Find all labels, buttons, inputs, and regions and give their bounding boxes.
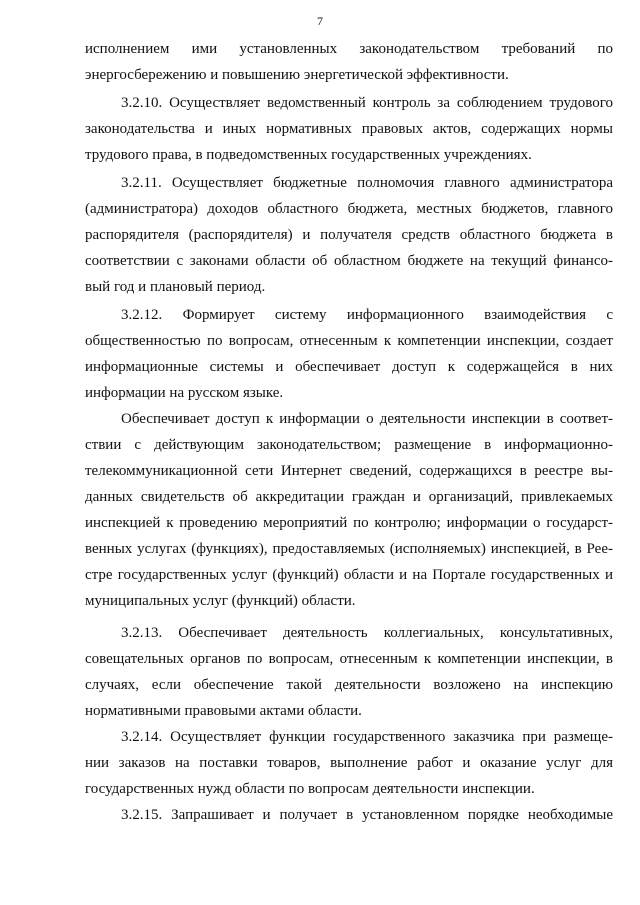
- paragraph-line: нии заказов на поставки товаров, выполнение работ и оказание услуг для: [85, 755, 613, 771]
- paragraph-line: данных свидетельств об аккредитации граждан и организаций, привлекаемых: [85, 489, 613, 505]
- paragraph-line: случаях, если обеспечение такой деятельности возложено на инспекцию: [85, 677, 613, 693]
- paragraph-line: информации на русском языке.: [85, 385, 284, 401]
- paragraph-access-info: [85, 406, 613, 614]
- paragraph-line: вый год и плановый период.: [85, 279, 266, 295]
- paragraph-line: совещательных органов по вопросам, отнесенным к компетенции инспекции, в: [85, 651, 613, 667]
- paragraph-line: 3.2.13. Обеспечивает деятельность коллегиальных, консультативных,: [121, 625, 613, 641]
- paragraph-line: трудового права, в подведомственных государственных учреждениях.: [85, 147, 532, 163]
- paragraph-line: 3.2.15. Запрашивает и получает в установленном порядке необходимые: [121, 807, 613, 823]
- page-number: 7: [317, 14, 323, 28]
- paragraph-line: стре государственных услуг (функций) области и на Портале государственных и: [85, 567, 613, 583]
- paragraph-3-2-15: [85, 802, 613, 828]
- paragraph-line: 3.2.12. Формирует систему информационного взаимодействия с: [121, 307, 613, 323]
- paragraph-line: Обеспечивает доступ к информации о деятельности инспекции в соответ-: [121, 411, 613, 427]
- paragraph-line: муниципальных услуг (функций) области.: [85, 593, 356, 609]
- paragraph-line: информационные системы и обеспечивает доступ к содержащейся в них: [85, 359, 613, 375]
- paragraph-line: законодательства и иных нормативных правовых актов, содержащих нормы: [85, 121, 613, 137]
- paragraph-line: распорядителя (распорядителя) и получателя средств областного бюджета в: [85, 227, 613, 243]
- paragraph-line: 3.2.10. Осуществляет ведомственный контроль за соблюдением трудового: [121, 95, 613, 111]
- paragraph-line: исполнением ими установленных законодательством требований по: [85, 41, 613, 57]
- paragraph-line: венных услугах (функциях), предоставляемых (исполняемых) инспекцией, в Рее-: [85, 541, 613, 557]
- paragraph-line: 3.2.11. Осуществляет бюджетные полномочия главного администратора: [121, 175, 613, 191]
- paragraph-line: 3.2.14. Осуществляет функции государственного заказчика при размеще-: [121, 729, 613, 745]
- paragraph-line: (администратора) доходов областного бюджета, местных бюджетов, главного: [85, 201, 613, 217]
- paragraph-line: соответствии с законами области об областном бюджете на текущий финансо-: [85, 253, 613, 269]
- paragraph-line: телекоммуникационной сети Интернет сведений, содержащихся в реестре вы-: [85, 463, 613, 479]
- paragraph-3-2-10: [85, 90, 613, 168]
- paragraph-3-2-14: [85, 724, 613, 802]
- paragraph-3-2-13: [85, 620, 613, 724]
- paragraph-line: инспекцией к проведению мероприятий по контролю; информации о государст-: [85, 515, 613, 531]
- paragraph-3-2-11: [85, 170, 613, 300]
- paragraph-3-2-12: [85, 302, 613, 406]
- paragraph-line: общественностью по вопросам, отнесенным к компетенции инспекции, создает: [85, 333, 613, 349]
- paragraph-line: государственных нужд области по вопросам деятельности инспекции.: [85, 781, 535, 797]
- paragraph-line: нормативными правовыми актами области.: [85, 703, 362, 719]
- paragraph-line: энергосбережению и повышению энергетической эффективности.: [85, 67, 509, 83]
- paragraph-continuation: [85, 36, 613, 88]
- paragraph-line: ствии с действующим законодательством; размещение в информационно-: [85, 437, 613, 453]
